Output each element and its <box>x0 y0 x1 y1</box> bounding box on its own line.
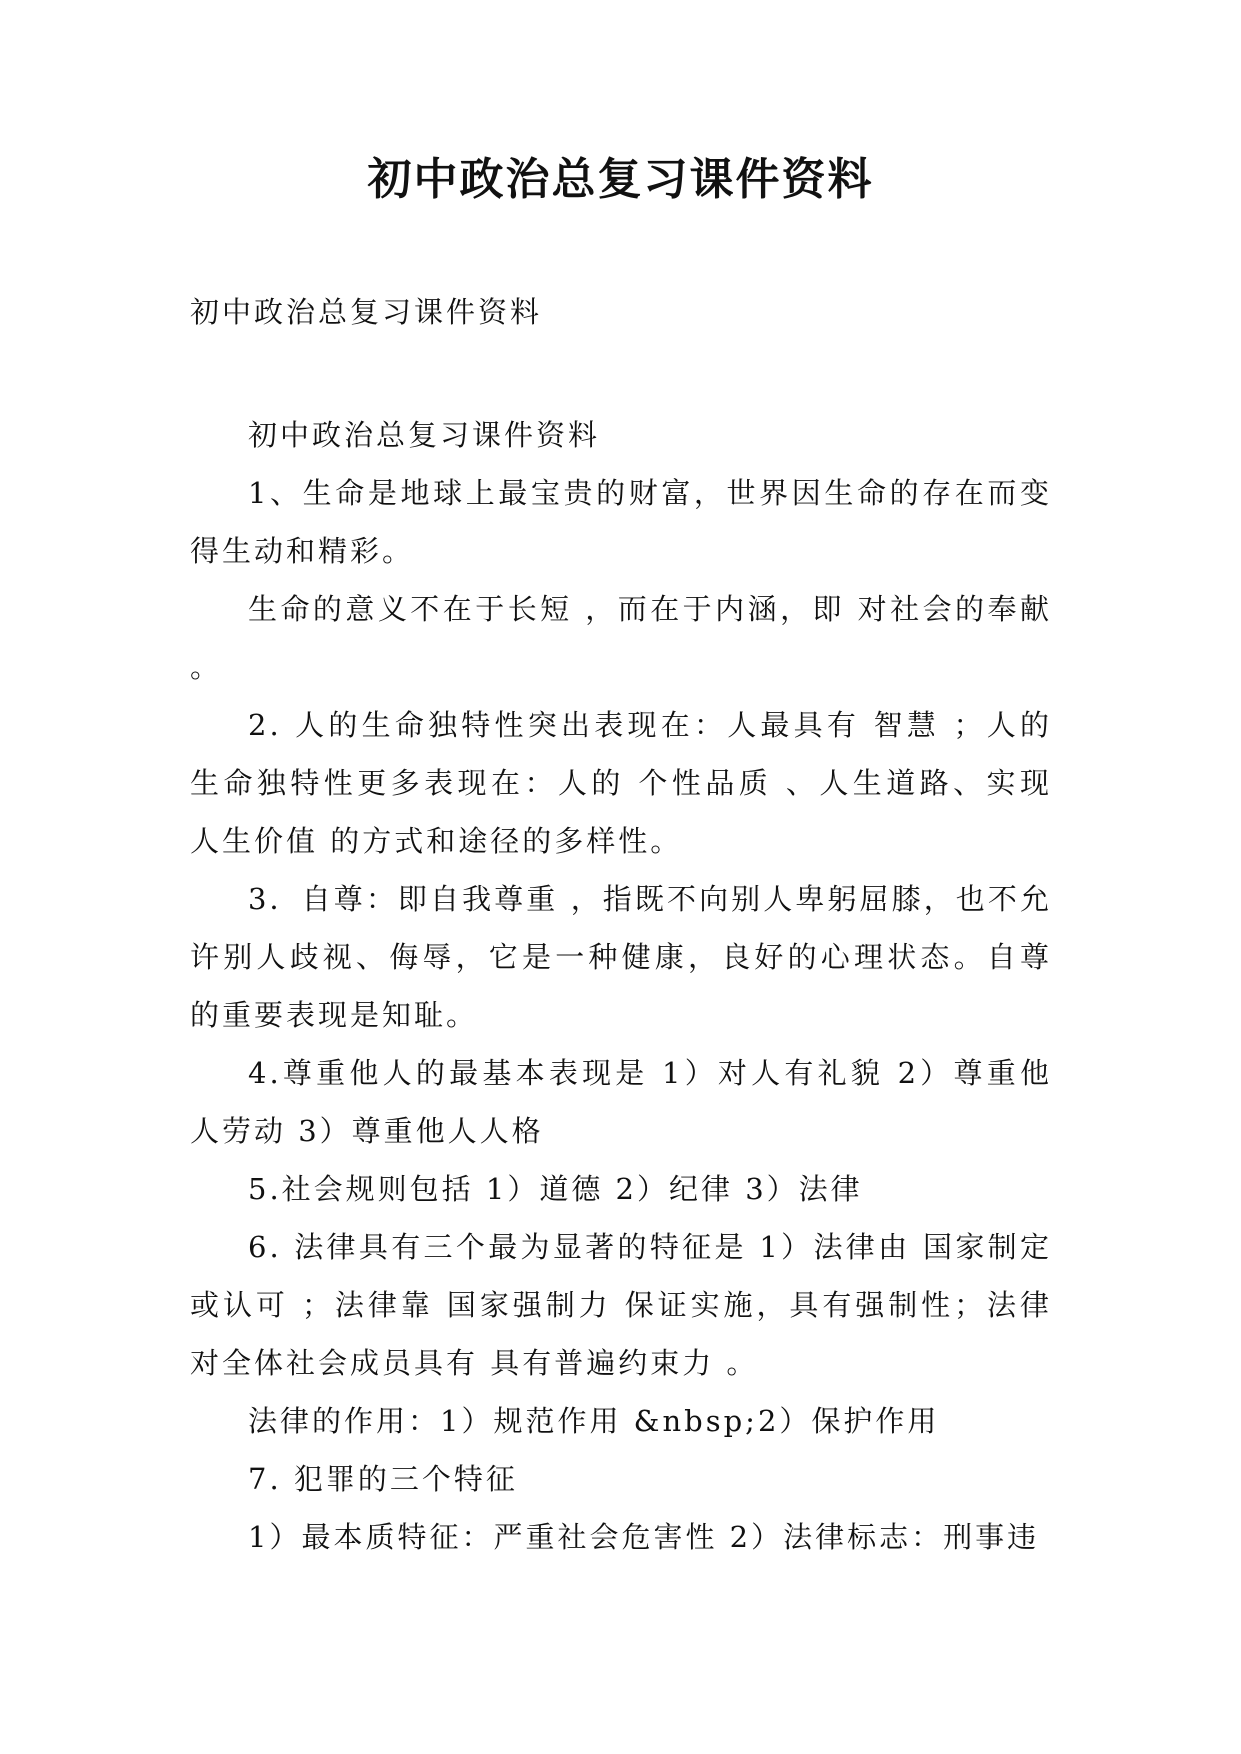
paragraph-item-4: 4.尊重他人的最基本表现是 1）对人有礼貌 2）尊重他人劳动 3）尊重他人人格 <box>190 1056 1052 1148</box>
paragraph-item-3: 3．自尊：即自我尊重 ，指既不向别人卑躬屈膝，也不允许别人歧视、侮辱，它是一种健康，良好的心理状态。自尊的重要表现是知耻。 <box>190 882 1052 1032</box>
paragraph-item-6: 6. 法律具有三个最为显著的特征是 1）法律由 国家制定或认可 ；法律靠 国家强制力 保证实施，具有强制性；法律对全体社会成员具有 具有普遍约束力 。 <box>190 1230 1052 1380</box>
paragraph-item-5: 5.社会规则包括 1）道德 2）纪律 3）法律 <box>248 1172 863 1206</box>
document-body <box>190 406 1052 1566</box>
paragraph-crime-features: 1）最本质特征：严重社会危害性 2）法律标志：刑事违 <box>248 1520 1040 1554</box>
document-subtitle: 初中政治总复习课件资料 <box>190 295 543 329</box>
paragraph-item-2: 2. 人的生命独特性突出表现在：人最具有 智慧 ；人的生命独特性更多表现在：人的 个性品质 、人生道路、实现 人生价值 的方式和途径的多样性。 <box>190 708 1052 858</box>
paragraph-item-7: 7. 犯罪的三个特征 <box>248 1462 518 1496</box>
document-title: 初中政治总复习课件资料 <box>367 154 874 205</box>
paragraph-law-function: 法律的作用：1）规范作用 &nbsp;2）保护作用 <box>248 1404 940 1438</box>
paragraph-item-1: 1、生命是地球上最宝贵的财富，世界因生命的存在而变得生动和精彩。 <box>190 476 1052 568</box>
paragraph-heading: 初中政治总复习课件资料 <box>248 418 601 452</box>
paragraph-life-meaning: 生命的意义不在于长短 ，而在于内涵，即 对社会的奉献 。 <box>190 592 1052 684</box>
